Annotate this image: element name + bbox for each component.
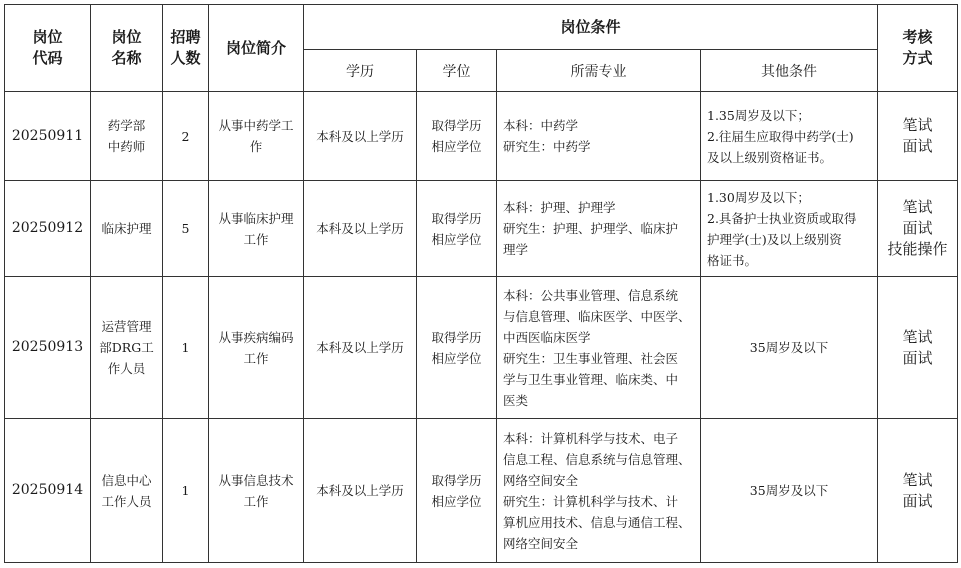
row-count: 1 [163, 277, 209, 419]
header-other: 其他条件 [701, 50, 878, 92]
row-intro: 从事疾病编码 工作 [209, 277, 304, 419]
row-major: 本科：中药学 研究生：中药学 [497, 92, 701, 181]
row-name: 信息中心 工作人员 [91, 419, 163, 563]
row-name: 运营管理 部DRG工 作人员 [91, 277, 163, 419]
row-code: 20250911 [5, 92, 91, 181]
header-major: 所需专业 [497, 50, 701, 92]
header-name: 岗位 名称 [91, 5, 163, 92]
row-degree: 取得学历 相应学位 [417, 277, 497, 419]
header-count: 招聘 人数 [163, 5, 209, 92]
header-intro: 岗位简介 [209, 5, 304, 92]
row-exam: 笔试 面试 技能操作 [878, 181, 958, 277]
row-exam: 笔试 面试 [878, 419, 958, 563]
row-intro: 从事临床护理 工作 [209, 181, 304, 277]
table-row [5, 92, 958, 181]
header-exam: 考核 方式 [878, 5, 958, 92]
recruitment-table [4, 4, 958, 563]
row-code: 20250912 [5, 181, 91, 277]
row-education: 本科及以上学历 [304, 181, 417, 277]
header-education: 学历 [304, 50, 417, 92]
row-count: 1 [163, 419, 209, 563]
row-major: 本科：计算机科学与技术、电子 信息工程、信息系统与信息管理、 网络空间安全 研究生：计算机科学与技术、计 算机应用技术、信息与通信工程、 网络空间安全 [497, 419, 701, 563]
row-other: 35周岁及以下 [701, 277, 878, 419]
header-conditions: 岗位条件 [304, 5, 878, 50]
row-degree: 取得学历 相应学位 [417, 92, 497, 181]
table-row [5, 181, 958, 277]
row-other: 1.30周岁及以下； 2.具备护士执业资质或取得 护理学(士)及以上级别资 格证书。 [701, 181, 878, 277]
table-row [5, 277, 958, 419]
row-education: 本科及以上学历 [304, 92, 417, 181]
row-name: 临床护理 [91, 181, 163, 277]
table-row [5, 419, 958, 563]
row-count: 5 [163, 181, 209, 277]
row-education: 本科及以上学历 [304, 277, 417, 419]
header-code: 岗位 代码 [5, 5, 91, 92]
row-degree: 取得学历 相应学位 [417, 419, 497, 563]
row-exam: 笔试 面试 [878, 277, 958, 419]
row-other: 1.35周岁及以下； 2.往届生应取得中药学(士) 及以上级别资格证书。 [701, 92, 878, 181]
row-education: 本科及以上学历 [304, 419, 417, 563]
row-name: 药学部 中药师 [91, 92, 163, 181]
row-major: 本科：护理、护理学 研究生：护理、护理学、临床护 理学 [497, 181, 701, 277]
row-intro: 从事信息技术 工作 [209, 419, 304, 563]
row-count: 2 [163, 92, 209, 181]
row-code: 20250914 [5, 419, 91, 563]
row-degree: 取得学历 相应学位 [417, 181, 497, 277]
row-intro: 从事中药学工 作 [209, 92, 304, 181]
row-other: 35周岁及以下 [701, 419, 878, 563]
row-exam: 笔试 面试 [878, 92, 958, 181]
row-code: 20250913 [5, 277, 91, 419]
header-degree: 学位 [417, 50, 497, 92]
row-major: 本科：公共事业管理、信息系统 与信息管理、临床医学、中医学、 中西医临床医学 研究生：卫生事业管理、社会医 学与卫生事业管理、临床类、中 医类 [497, 277, 701, 419]
